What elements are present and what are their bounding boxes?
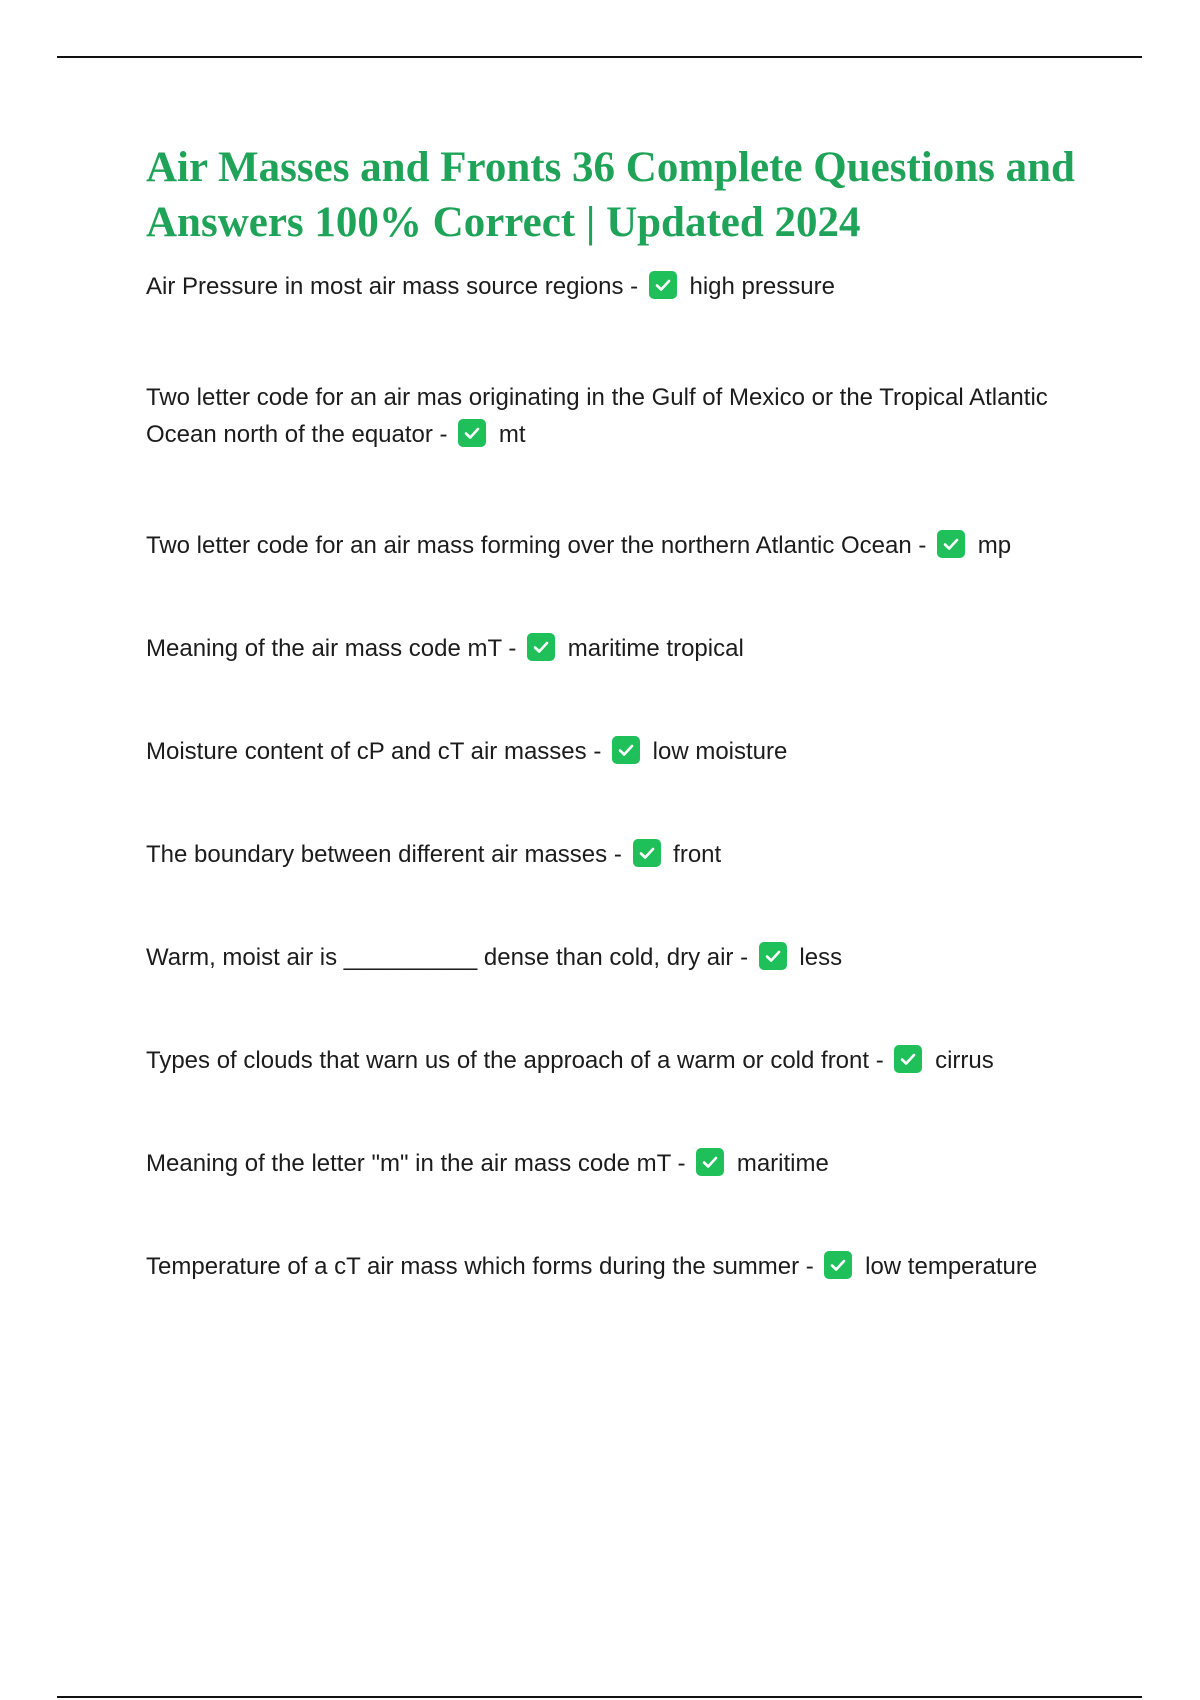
question-text: The boundary between different air masses - — [146, 841, 622, 868]
question-text: Temperature of a cT air mass which forms during the summer - — [146, 1253, 814, 1280]
qa-item — [146, 1042, 1106, 1079]
qa-list — [146, 268, 1106, 1285]
qa-item — [146, 527, 1106, 564]
answer-text: front — [673, 841, 722, 868]
qa-item — [146, 379, 1106, 453]
check-square-icon — [612, 736, 640, 764]
footer-rule — [57, 1696, 1142, 1698]
check-square-icon — [458, 419, 486, 447]
document-body — [146, 140, 1106, 1285]
answer-text: mt — [498, 421, 526, 448]
answer-text: low temperature — [865, 1253, 1038, 1280]
answer-text: mp — [977, 532, 1012, 559]
answer-text: maritime — [736, 1150, 829, 1177]
check-square-icon — [894, 1045, 922, 1073]
check-square-icon — [824, 1251, 852, 1279]
answer-text: less — [799, 944, 843, 971]
question-text: Meaning of the air mass code mT - — [146, 635, 517, 662]
check-square-icon — [649, 271, 677, 299]
check-square-icon — [937, 530, 965, 558]
answer-text: low moisture — [652, 738, 788, 765]
question-text: Air Pressure in most air mass source regions - — [146, 273, 639, 300]
qa-item — [146, 1248, 1106, 1285]
check-square-icon — [696, 1148, 724, 1176]
qa-item — [146, 268, 1106, 305]
document-title: Air Masses and Fronts 36 Complete Questions and Answers 100% Correct | Updated 2024 — [146, 144, 1075, 246]
header-rule — [57, 56, 1142, 58]
qa-item — [146, 733, 1106, 770]
check-square-icon — [527, 633, 555, 661]
answer-text: high pressure — [689, 273, 835, 300]
answer-text: maritime tropical — [567, 635, 744, 662]
qa-item — [146, 1145, 1106, 1182]
question-text: Meaning of the letter "m" in the air mass code mT - — [146, 1150, 686, 1177]
question-text: Two letter code for an air mas originating in the Gulf of Mexico or the Tropical Atlantic Ocean north of the equator - — [146, 384, 1048, 448]
qa-item — [146, 836, 1106, 873]
question-text: Warm, moist air is __________ dense than cold, dry air - — [146, 944, 749, 971]
qa-item — [146, 630, 1106, 667]
answer-text: cirrus — [935, 1047, 994, 1074]
question-text: Two letter code for an air mass forming over the northern Atlantic Ocean - — [146, 532, 927, 559]
question-text: Moisture content of cP and cT air masses - — [146, 738, 602, 765]
qa-item — [146, 939, 1106, 976]
question-text: Types of clouds that warn us of the approach of a warm or cold front - — [146, 1047, 884, 1074]
check-square-icon — [633, 839, 661, 867]
check-square-icon — [759, 942, 787, 970]
